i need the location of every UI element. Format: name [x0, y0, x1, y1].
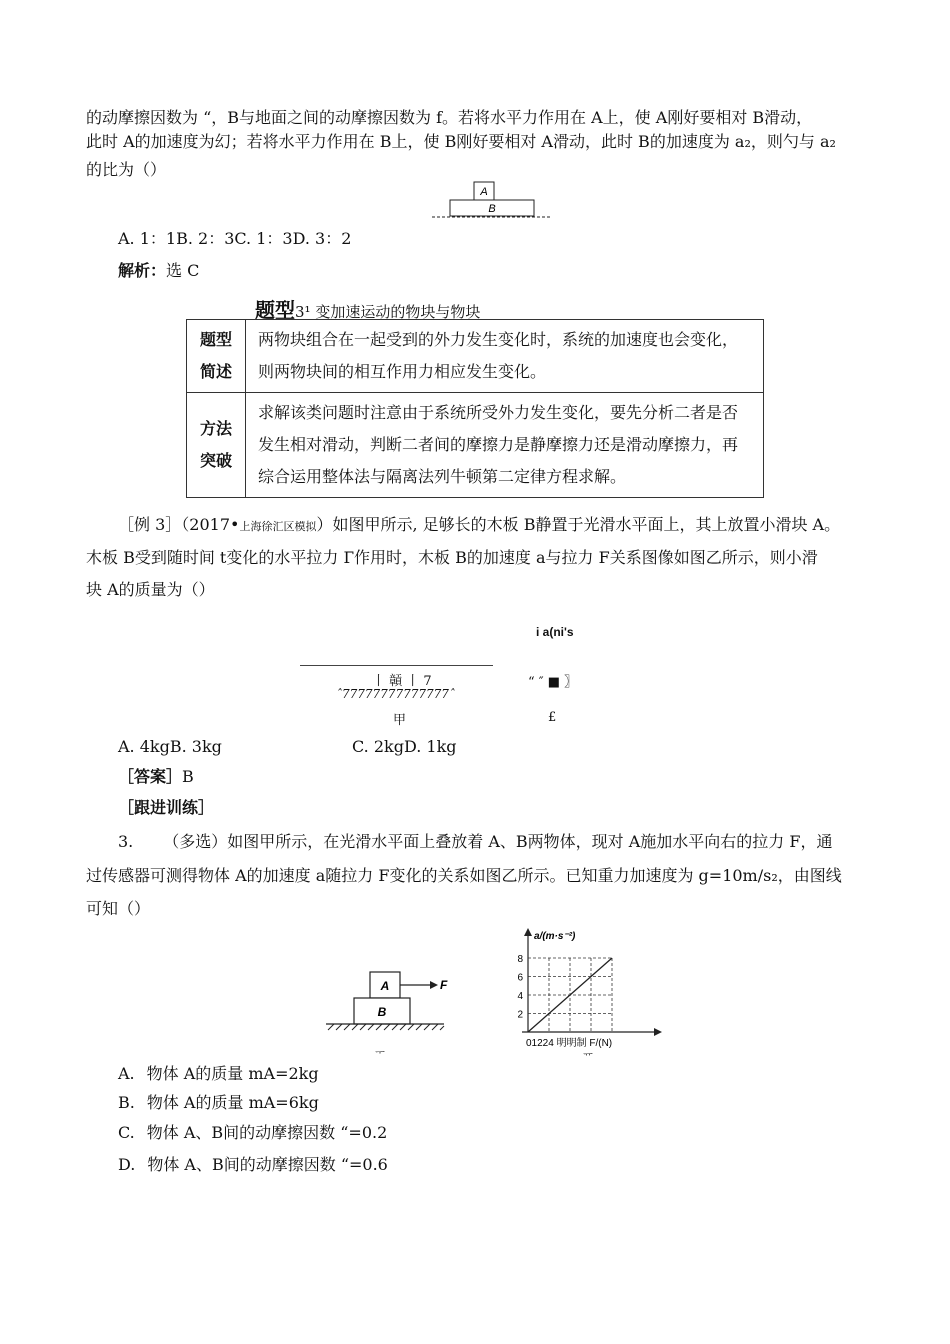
option-label: C.: [118, 1123, 135, 1142]
af-graph: [508, 926, 668, 1060]
example3-line: [118, 515, 840, 537]
x-axis-arrow: [654, 1028, 662, 1036]
y-axis-label: a/(m·s⁻²): [534, 931, 576, 942]
q3-option-b: [118, 1093, 319, 1113]
caption-left: ᅮ: [375, 1048, 385, 1059]
board-top-line: [300, 665, 493, 666]
force-arrow-head: [430, 981, 438, 989]
graph2-axis-label: i a(ni's: [536, 625, 574, 639]
analysis-text: 选 C: [166, 261, 200, 280]
y-tick-label: 2: [517, 1009, 523, 1021]
example-source-end: ）如图甲所示, 足够长的木板 B静置于光滑水平面上，其上放置小滑块 A。: [316, 515, 841, 534]
answer-label: ［答案］: [118, 767, 183, 786]
head-line: 方法: [199, 419, 232, 438]
analysis-label: 解析：: [118, 261, 167, 280]
y-tick-label: 6: [517, 972, 523, 984]
q1-options: A. 1：1B. 2：3C. 1：3D. 3：2: [118, 229, 352, 248]
q3-number: 3.: [118, 832, 134, 851]
option-text: 物体 A的质量 mA=6kg: [146, 1093, 319, 1112]
x-tick-labels: 01224 明明制 F/(N): [526, 1038, 613, 1049]
ex3-answer: [118, 767, 194, 787]
example-source-year: （2017•: [181, 515, 240, 534]
q1-analysis: [118, 261, 199, 281]
answer-value: B: [182, 767, 194, 786]
head-line: 突破: [199, 451, 232, 470]
option-text: 物体 A、B间的动摩擦因数 “=0.6: [147, 1155, 388, 1174]
method-table: [186, 319, 764, 498]
block-b-label: B: [377, 1005, 387, 1019]
y-tick-labels: [517, 954, 523, 1021]
q3-option-c: [118, 1123, 387, 1143]
followup-title: ［跟进训练］: [118, 798, 215, 817]
q3-option-a: [118, 1064, 319, 1084]
option-text: 物体 A、B间的动摩擦因数 “=0.2: [146, 1123, 388, 1142]
example-source-place: 上海徐汇区模拟: [239, 520, 317, 533]
y-tick-label: 8: [517, 954, 523, 965]
table-row: [187, 393, 764, 498]
option-label: A.: [118, 1064, 135, 1083]
q3-line: [118, 832, 833, 852]
table-head-cell: [187, 393, 246, 498]
example3-line: 块 A的质量为（）: [86, 580, 215, 599]
blocks-force-figure: [322, 964, 452, 1060]
caption-right: ᅲ: [583, 1050, 593, 1060]
paragraph-line: 的动摩擦因数为 “，B与地面之间的动摩擦因数为 f。若将水平力作用在 A上，使 A刚好要相对 B滑动，: [86, 108, 813, 127]
caption-jia: 甲: [393, 713, 407, 728]
option-label: D.: [118, 1155, 136, 1174]
block-a-label: A: [480, 186, 488, 198]
q3-line1: （多选）如图甲所示，在光滑水平面上叠放着 A、B两物体，现对 A施加水平向右的拉力 F，通: [163, 832, 833, 851]
ex3-options-right: C. 2kgD. 1kg: [352, 737, 457, 756]
table-row: [187, 320, 764, 393]
force-label: F: [440, 978, 448, 992]
paragraph-line: 此时 A的加速度为幻；若将水平力作用在 B上，使 B刚好要相对 A滑动，此时 B的加速度为 a₂，则勺与 a₂: [86, 132, 836, 151]
stacked-blocks-figure: [430, 180, 554, 224]
head-line: 题型: [199, 330, 232, 349]
ground-hatch-text: ˆ77777777777777ˆ: [336, 687, 455, 701]
head-line: 简述: [199, 362, 232, 381]
table-head-cell: [187, 320, 246, 393]
y-axis-arrow: [524, 928, 532, 936]
q3-option-d: [118, 1155, 388, 1175]
paragraph-line: 的比为（）: [86, 160, 167, 179]
caption-yi: £: [548, 710, 557, 725]
table-body-cell: 求解该类问题时注意由于系统所受外力发生变化，要先分析二者是否发生相对滑动，判断二者间的摩擦力是静摩擦力还是滑动摩擦力，再综合运用整体法与隔离法列牛顿第二定律方程求解。: [246, 393, 764, 498]
ex3-options-left: A. 4kgB. 3kg: [118, 737, 222, 756]
y-tick-label: 4: [517, 991, 523, 1002]
type-heading-big: 题型: [255, 298, 295, 322]
type-heading-small: 3¹ 变加速运动的物块与物块: [295, 303, 481, 321]
option-text: 物体 A的质量 mA=2kg: [146, 1064, 319, 1083]
board-b-label: B: [488, 203, 496, 215]
board-text: 丨 贑 丨 7: [372, 674, 432, 689]
example-tag: ［例 3］: [118, 515, 182, 534]
example3-line: 木板 B受到随时间 t变化的水平拉力 Г作用时，木板 B的加速度 a与拉力 F关系图像如图乙所示，则小滑: [86, 548, 818, 567]
block-a-label: A: [380, 979, 390, 993]
q3-line: 过传感器可测得物体 A的加速度 a随拉力 F变化的关系如图乙所示。已知重力加速度为 g=10m/s₂，由图线: [86, 866, 842, 885]
ground-hatching: [328, 1024, 444, 1030]
option-label: B.: [118, 1093, 135, 1112]
q3-line: 可知（）: [86, 899, 151, 918]
graph2-mark: “ ″ ■ 〗: [528, 675, 578, 690]
table-body-cell: 两物块组合在一起受到的外力发生变化时，系统的加速度也会变化，则两物块间的相互作用力相应发生变化。: [246, 320, 764, 393]
